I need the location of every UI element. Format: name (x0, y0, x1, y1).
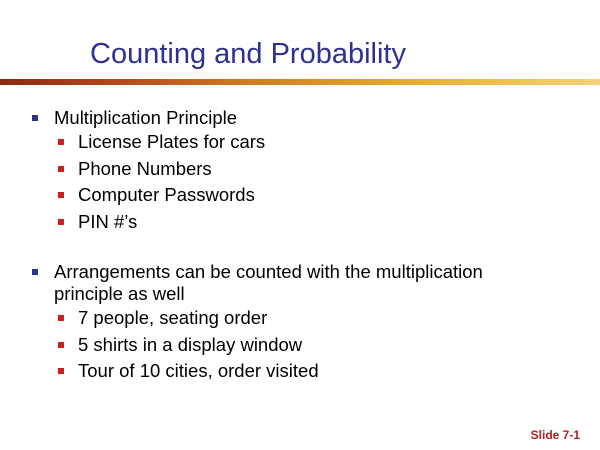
square-bullet-icon (32, 115, 38, 121)
sub-bullet-text: Phone Numbers (78, 157, 212, 179)
slide-number: Slide 7-1 (530, 428, 580, 442)
slide-title: Counting and Probability (90, 38, 406, 70)
square-bullet-icon (58, 139, 64, 145)
sub-bullet-item (56, 305, 590, 332)
square-bullet-icon (58, 315, 64, 321)
bullet-item (30, 107, 590, 129)
sub-bullet-item (56, 332, 590, 359)
bullet-item (30, 261, 590, 305)
sub-bullet-text: 7 people, seating order (78, 307, 268, 328)
square-bullet-icon (58, 219, 64, 225)
square-bullet-icon (58, 342, 64, 348)
sub-bullet-item (56, 182, 590, 209)
sub-bullet-text: Tour of 10 cities, order visited (78, 360, 319, 381)
square-bullet-icon (58, 192, 64, 198)
sub-bullet-text: PIN #’s (78, 210, 138, 232)
bullet-text: Multiplication Principle (54, 107, 238, 128)
sub-bullet-item (56, 358, 590, 385)
sub-bullet-text: 5 shirts in a display window (78, 333, 303, 355)
bullet-text-line-2: principle as well (54, 283, 185, 304)
title-divider (0, 79, 600, 85)
sub-bullet-text: Computer Passwords (78, 184, 255, 205)
sub-bullet-item (56, 129, 590, 156)
bullet-text-line-1: Arrangements can be counted with the multiplication (54, 261, 483, 282)
square-bullet-icon (58, 368, 64, 374)
bullet-list (30, 107, 590, 385)
sub-bullet-text: License Plates for cars (78, 131, 266, 152)
sub-bullet-item (56, 156, 590, 183)
square-bullet-icon (32, 269, 38, 275)
sub-bullet-item (56, 209, 590, 236)
square-bullet-icon (58, 166, 64, 172)
